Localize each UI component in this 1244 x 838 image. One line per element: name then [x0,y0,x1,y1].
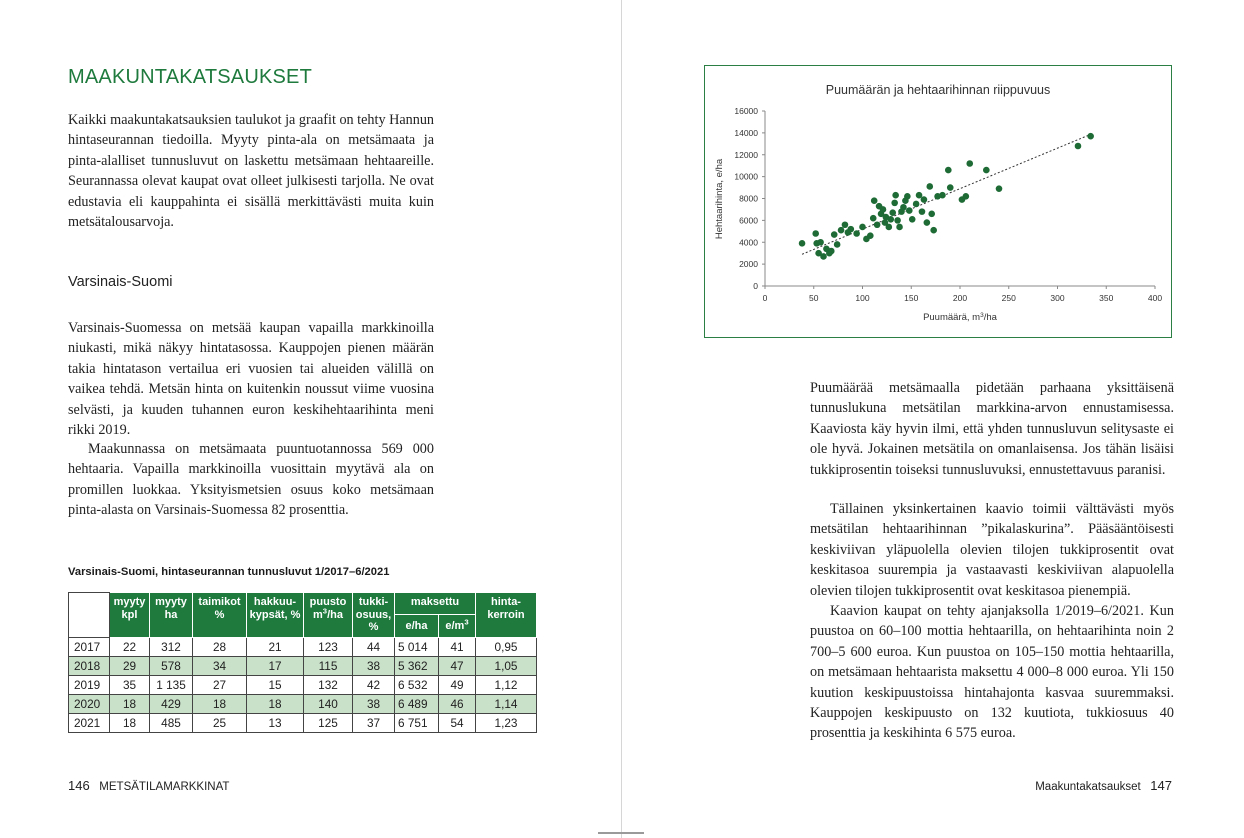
x-tick-label: 50 [809,293,819,303]
cell-kerroin: 0,95 [476,637,537,656]
header-puusto-unit: /ha [327,608,343,621]
y-tick-label: 10000 [734,171,758,182]
cell-ha: 578 [150,656,193,675]
right-footer [1035,778,1172,793]
cell-hakkuu: 13 [247,713,304,732]
cell-ha: 312 [150,637,193,656]
cell-kerroin: 1,23 [476,713,537,732]
x-axis-label-sup: 3 [980,312,984,319]
cell-eha: 6 532 [395,675,439,694]
y-tick-label: 14000 [734,127,758,138]
right-paragraph-2: Tällainen yksinkertainen kaavio toimii välttävästi myös metsätilan hehtaarihinnan ”pikalaskurina”. Pääsääntöisesti keskiviivan yläpuolella olevien tilojen tukkiprosentit ovat keskitasoa suurempia ja vastaavasti keskiviivan alapuolella olevien tilojen tukkiprosentit ovat keskitasoa pienempiä. [810,501,1174,599]
y-tick-label: 2000 [739,259,758,270]
cell-em: 54 [439,713,476,732]
y-tick-label: 0 [753,281,758,291]
cell-ha: 485 [150,713,193,732]
cell-year: 2019 [69,675,110,694]
right-paragraph-1: Puumäärää metsämaalla pidetään parhaana yksittäisenä tunnuslukuna metsätilan markkina-arvon ennustamisessa. Kaaviosta käy hyvin ilmi, että yhden tunnusluvun selitysaste ei ole hyvä. Jokainen metsätila on omanlaisensa. Jos tähän lisäisi tukkiprosentin toiseksi tunnusluvuksi, ennustettavuus paranisi. [810,380,1174,478]
cell-taimikot: 34 [193,656,247,675]
cell-kerroin: 1,05 [476,656,537,675]
cell-kpl: 18 [110,694,150,713]
header-tukkiosuus: tukki-osuus, % [353,593,395,638]
cell-hakkuu: 18 [247,694,304,713]
section-paragraph-1: Varsinais-Suomessa on metsää kaupan vapailla markkinoilla niukasti, mikä näkyy hintatasossa. Kauppojen pienen määrän takia hintatason vertailua eri vuosien tai alueiden välillä on vaikea tehdä. Metsän hinta on kuitenkin noussut viime vuosina selvästi, ja kuuden tuhannen euron keskihehtaarihinta meni rikki 2019. [68,320,434,439]
right-page-number: 147 [1150,778,1172,793]
left-page-number: 146 [68,778,90,793]
intro-paragraph: Kaikki maakuntakatsauksien taulukot ja graafit on tehty Hannun hintaseurannan tiedoilla. Myyty pinta-ala on metsämaata ja pinta-alalliset tunnusluvut on laskettu metsämaan hehtaareille. Seurannassa olevat kaupat ovat olleet julkisesti tarjolla. Ne ovat edustavia eli kauppahinta ei sisällä merkittävästi muita kuin metsätalousarvoja. [68,112,435,231]
y-tick-label: 4000 [739,237,758,248]
table-row [69,637,537,656]
cell-hakkuu: 15 [247,675,304,694]
cell-kpl: 22 [110,637,150,656]
cell-puusto: 125 [304,713,353,732]
cell-kerroin: 1,12 [476,675,537,694]
header-e-per-m3: $e/m^3$ [439,615,476,637]
header-maksettu: maksettu [395,593,476,615]
header-puusto-base: puusto m [309,596,347,621]
stats-table [68,592,537,733]
x-tick-label: 400 [1147,293,1163,303]
header-hintakerroin: hinta-kerroin [476,593,537,638]
cell-hakkuu: 21 [247,637,304,656]
chart-title: Puumäärän ja hehtaarihinnan riippuvuus [825,83,1051,97]
header-myyty-ha: myyty ha [150,593,193,638]
table-row [69,694,537,713]
page-heading: MAAKUNTAKATSAUKSET [68,66,313,88]
x-tick-label: 350 [1099,293,1114,303]
header-em-base: e/m [445,619,465,632]
cell-em: 46 [439,694,476,713]
cell-kpl: 18 [110,713,150,732]
cell-taimikot: 18 [193,694,247,713]
cell-puusto: 123 [304,637,353,656]
y-tick-label: 6000 [739,215,758,226]
cell-ha: 1 135 [150,675,193,694]
cell-taimikot: 25 [193,713,247,732]
cell-em: 47 [439,656,476,675]
y-axis-label: Hehtaarihinta, e/ha [714,158,725,240]
left-footer [68,778,229,793]
right-paragraph-3: Kaavion kaupat on tehty ajanjaksolla 1/2019–6/2021. Kun puustoa on 60–100 mottia hehtaarilla, on hehtaarihinta noin 2 700–5 600 euroa. Kun puustoa on 105–150 mottia hehtaarilla, on metsämaan hehtaarista maksettu 4 000–8 000 euroa. Yli 150 kuution keskipuustoissa hintahajonta kasvaa suuremmaksi. Kauppojen keskipuusto on 132 kuutiota, tukkiosuus 40 prosenttia ja keskihinta 6 575 euroa. [810,603,1174,742]
cell-kpl: 29 [110,656,150,675]
cell-tukki: 42 [353,675,395,694]
right-page [622,0,1244,838]
x-tick-label: 150 [904,293,919,303]
cell-tukki: 38 [353,656,395,675]
cell-tukki: 37 [353,713,395,732]
cell-kerroin: 1,14 [476,694,537,713]
cell-year: 2021 [69,713,110,732]
table-caption: Varsinais-Suomi, hintaseurannan tunnusluvut 1/2017–6/2021 [68,566,390,578]
x-axis-label-base: Puumäärä, m [923,312,981,323]
header-e-per-ha: e/ha [395,615,439,637]
cell-em: 49 [439,675,476,694]
cell-hakkuu: 17 [247,656,304,675]
section-subheading: Varsinais-Suomi [68,274,173,290]
header-hakkuukypsat: hakkuu-kypsät, % [247,593,304,638]
table-row [69,713,537,732]
y-tick-label: 16000 [734,106,758,116]
table-corner-cell [69,593,110,638]
left-footer-section: METSÄTILAMARKKINAT [99,781,230,793]
x-tick-label: 250 [1001,293,1016,303]
header-taimikot: taimikot % [193,593,247,638]
cell-year: 2018 [69,656,110,675]
table-row [69,675,537,694]
cell-eha: 6 489 [395,694,439,713]
cell-puusto: 140 [304,694,353,713]
cell-eha: 5 362 [395,656,439,675]
section-paragraph-2: Maakunnassa on metsämaata puuntuotannossa 569 000 hehtaaria. Vapailla markkinoilla vuosittain myytävä ala on promillen luokkaa. Yksityismetsien osuus koko metsämaan pinta-alasta on Varsinais-Suomessa 82 prosenttia. [68,441,434,519]
header-puusto: puusto $m^3/ha$ [304,593,353,638]
header-myyty-kpl: myyty kpl [110,593,150,638]
y-tick-label: 8000 [739,193,758,204]
cell-taimikot: 28 [193,637,247,656]
cell-eha: 6 751 [395,713,439,732]
cell-puusto: 132 [304,675,353,694]
cell-taimikot: 27 [193,675,247,694]
left-page [0,0,621,838]
cell-ha: 429 [150,694,193,713]
x-axis-label-unit: /ha [983,312,997,323]
cell-tukki: 44 [353,637,395,656]
cell-year: 2020 [69,694,110,713]
cell-kpl: 35 [110,675,150,694]
right-footer-section: Maakuntakatsaukset [1035,781,1141,793]
cell-eha: 5 014 [395,637,439,656]
x-tick-label: 0 [762,293,768,303]
cell-year: 2017 [69,637,110,656]
y-tick-label: 12000 [734,149,758,160]
x-tick-label: 100 [855,293,870,303]
x-tick-label: 300 [1050,293,1065,303]
cell-puusto: 115 [304,656,353,675]
x-tick-label: 200 [952,293,968,303]
cell-em: 41 [439,637,476,656]
cell-tukki: 38 [353,694,395,713]
table-row [69,656,537,675]
